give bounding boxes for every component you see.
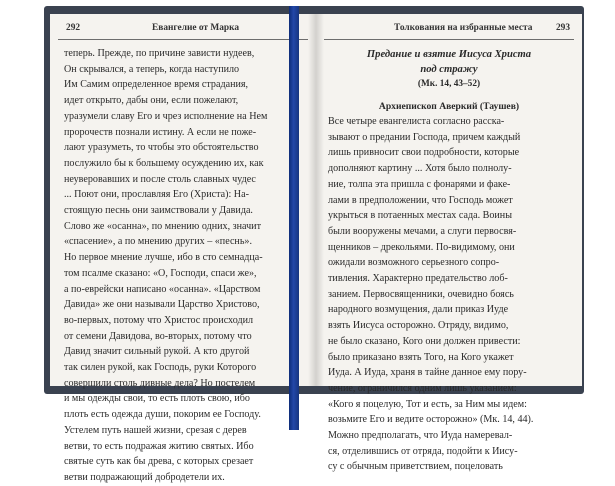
text-line: лами в предположении, что Господь может bbox=[328, 194, 513, 206]
text-line: ние, толпа эта пришла с фонарями и факе- bbox=[328, 178, 511, 190]
text-line: уразумели славу Его и чрез исполнение на Нем bbox=[64, 110, 268, 122]
text-line: возьмите Его и ведите осторожно» (Мк. 14, 44). bbox=[328, 414, 534, 426]
text-line: ветви подражающий добродетели их. bbox=[64, 471, 225, 483]
text-line: ветви, то есть подражая житию святых. Ибо bbox=[64, 440, 254, 452]
text-line: зывают о предании Господа, причем каждый bbox=[328, 131, 521, 143]
text-line: неуверовавших и после столь славных чудес bbox=[64, 173, 256, 185]
text-line: ся, отделившись от отряда, подойти к Иису- bbox=[328, 445, 518, 457]
text-line: том псалме сказано: «О, Господи, спаси же», bbox=[64, 267, 257, 279]
text-line: не было сказано, Кого они должен привести: bbox=[328, 335, 521, 347]
text-line: Слово же «осанна», по мнению одних, значит bbox=[64, 220, 261, 232]
text-line: Им Самим определенное время страдания, bbox=[64, 79, 249, 91]
text-line: Он скрывался, а теперь, когда наступило bbox=[64, 63, 240, 75]
text-line: лишь привносит свои подробности, которые bbox=[328, 147, 520, 159]
right-page-text bbox=[328, 114, 572, 475]
text-line: святые суть как бы древа, с которых срезает bbox=[64, 456, 254, 468]
text-line: ... Поют они, прославляя Его (Христа): На- bbox=[64, 189, 249, 201]
left-page bbox=[50, 14, 316, 483]
text-line: занием. Первосвященники, очевидно боясь bbox=[328, 288, 514, 300]
text-line: ожидали возможного серьезного сопро- bbox=[328, 257, 500, 269]
text-line: су с обычным приветствием, поцеловать bbox=[328, 461, 503, 473]
text-line: пророчеств познали истину. А если не поже- bbox=[64, 126, 257, 138]
text-line: укрыться в потаенных местах сада. Воины bbox=[328, 210, 512, 222]
text-line: от семени Давидова, во-вторых, потому что bbox=[64, 330, 252, 342]
text-line: идет открыто, дабы они, если пожелают, bbox=[64, 95, 239, 107]
text-line: лают уразуметь, то чтобы это обстоятельство bbox=[64, 142, 259, 154]
section-title-line1: Предание и взятие Иисуса Христа bbox=[366, 49, 532, 60]
text-line: стоящую песнь они заимствовали у Давида. bbox=[64, 205, 253, 217]
text-line: во-первых, потому что Христос происходил bbox=[64, 314, 254, 326]
text-line: Все четыре евангелиста согласно расска- bbox=[328, 116, 505, 127]
left-header-rule bbox=[58, 39, 308, 40]
text-line: Но первое мнение лучше, ибо в сто семнадца- bbox=[64, 252, 263, 264]
text-line: теперь. Прежде, по причине зависти нудеев, bbox=[64, 48, 255, 59]
text-line: народного возмущения, дали приказ Иуде bbox=[328, 304, 509, 316]
text-line: плоть есть одежда души, покорим ее Господу. bbox=[64, 409, 261, 421]
text-line: Можно предполагать, что Иуда намеревал- bbox=[328, 430, 513, 442]
right-page bbox=[316, 14, 582, 473]
left-running-title: Евангелие от Марка bbox=[152, 23, 240, 33]
text-line: тивления. Характерно предательство лоб- bbox=[328, 273, 508, 285]
text-line: было приказано взять Того, на Кого укажет bbox=[328, 351, 514, 363]
text-line: чение, ограничился одним лишь указанием: bbox=[328, 382, 517, 394]
right-page-number: 293 bbox=[555, 23, 570, 33]
text-line: Давид значит сильный рукой. А кто другой bbox=[64, 346, 250, 358]
text-line: послужило бы к большему осуждению их, как bbox=[64, 157, 264, 169]
text-line: были вооружены мечами, а слуги первосвя- bbox=[328, 225, 517, 237]
text-line: совершили столь дивные дела? Но постелем bbox=[64, 377, 256, 389]
right-header-rule bbox=[324, 39, 574, 40]
text-line: так силен рукой, как Господь, руки Которого bbox=[64, 362, 257, 374]
text-line: а по-еврейски написано «осанна». «Царством bbox=[64, 283, 261, 295]
text-line: «Кого я поцелую, Тот и есть, за Ним мы идем: bbox=[328, 398, 527, 410]
text-line: «спасение», а по мнению других – «песнь». bbox=[64, 236, 252, 248]
text-line: и мы одежды свои, то есть плоть свою, ибо bbox=[64, 393, 250, 405]
text-line: Устелем путь нашей жизни, срезая с дерев bbox=[64, 424, 247, 436]
text-line: взять Иисуса осторожно. Отряду, видимо, bbox=[328, 320, 509, 332]
text-line: Иуда. А Иуда, храня в тайне данное ему пору- bbox=[328, 367, 527, 379]
text-line: дополняют картину ... Хотя было полнолу- bbox=[328, 163, 512, 175]
section-title-line2: под стражу bbox=[420, 64, 478, 75]
text-line: щенников – дрекольями. По-видимому, они bbox=[328, 241, 515, 253]
right-running-title: Толкования на избранные места bbox=[394, 23, 533, 33]
book-cover bbox=[44, 6, 584, 483]
author-name: Архиепископ Аверкий (Таушев) bbox=[378, 101, 520, 112]
right-page-header bbox=[324, 23, 574, 37]
scripture-reference: (Мк. 14, 43–52) bbox=[417, 79, 481, 89]
bookmark-ribbon[interactable] bbox=[289, 6, 299, 430]
left-page-text bbox=[64, 46, 308, 486]
left-page-header bbox=[58, 23, 308, 37]
left-page-number: 292 bbox=[66, 23, 81, 33]
book-gutter bbox=[308, 14, 324, 386]
text-line: Давида» же они называли Царство Христово, bbox=[64, 299, 260, 311]
